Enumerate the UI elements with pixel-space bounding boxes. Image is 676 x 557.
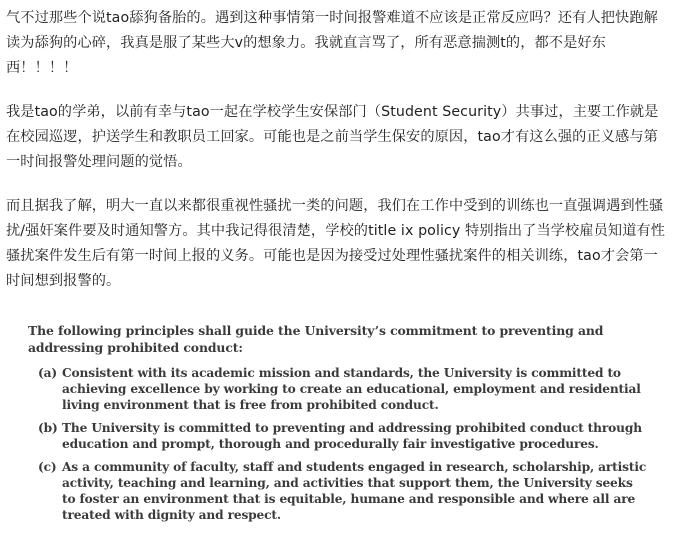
principle-a	[38, 365, 648, 413]
principle-c	[38, 459, 648, 523]
policy-intro: The following principles shall guide the University’s commitment to preventing and addressing prohibited conduct:	[28, 323, 604, 355]
paragraph-2: 我是tao的学弟，以前有幸与tao一起在学校学生安保部门（Student Security）共事过，主要工作就是在校园巡逻，护送学生和教职员工回家。可能也是之前当学生保安的原因，tao才有这么强的正义感与第一时间报警处理问题的觉悟。	[6, 104, 659, 170]
paragraph-3: 而且据我了解，明大一直以来都很重视性骚扰一类的问题，我们在工作中受到的训练也一直强调遇到性骚扰/强奸案件要及时通知警方。其中我记得很清楚，学校的title ix policy 特别指出了当学校雇员知道有性骚扰案件发生后有第一时间上报的义务。可能也是因为接受过处理性骚扰案件的相关训练，tao才会第一时间想到报警的。	[6, 198, 666, 289]
principle-marker: (b)	[38, 421, 58, 435]
principle-b	[38, 420, 648, 452]
article-body	[6, 6, 670, 313]
principle-marker: (a)	[38, 366, 57, 380]
principle-marker: (c)	[38, 460, 57, 474]
principle-text: The University is committed to preventing and addressing prohibited conduct through education and prompt, thorough and procedurally fair investigative procedures.	[62, 421, 642, 451]
principle-text: As a community of faculty, staff and students engaged in research, scholarship, artistic activity, teaching and learning, and activities that support them, the University seeks to foster an environment that is equitable, humane and responsible and where all are treated with dignity and respect.	[62, 460, 647, 522]
policy-excerpt-image	[28, 322, 648, 530]
principle-text: Consistent with its academic mission and standards, the University is committed to achieving excellence by working to create an educational, employment and residential living environment that is free from prohibited conduct.	[62, 366, 641, 412]
paragraph-1: 气不过那些个说tao舔狗备胎的。遇到这种事情第一时间报警难道不应该是正常反应吗？还有人把快跑解读为舔狗的心碎，我真是服了某些大v的想象力。我就直言骂了，所有恶意揣测t的，都不是好东西！！！！	[6, 10, 658, 76]
